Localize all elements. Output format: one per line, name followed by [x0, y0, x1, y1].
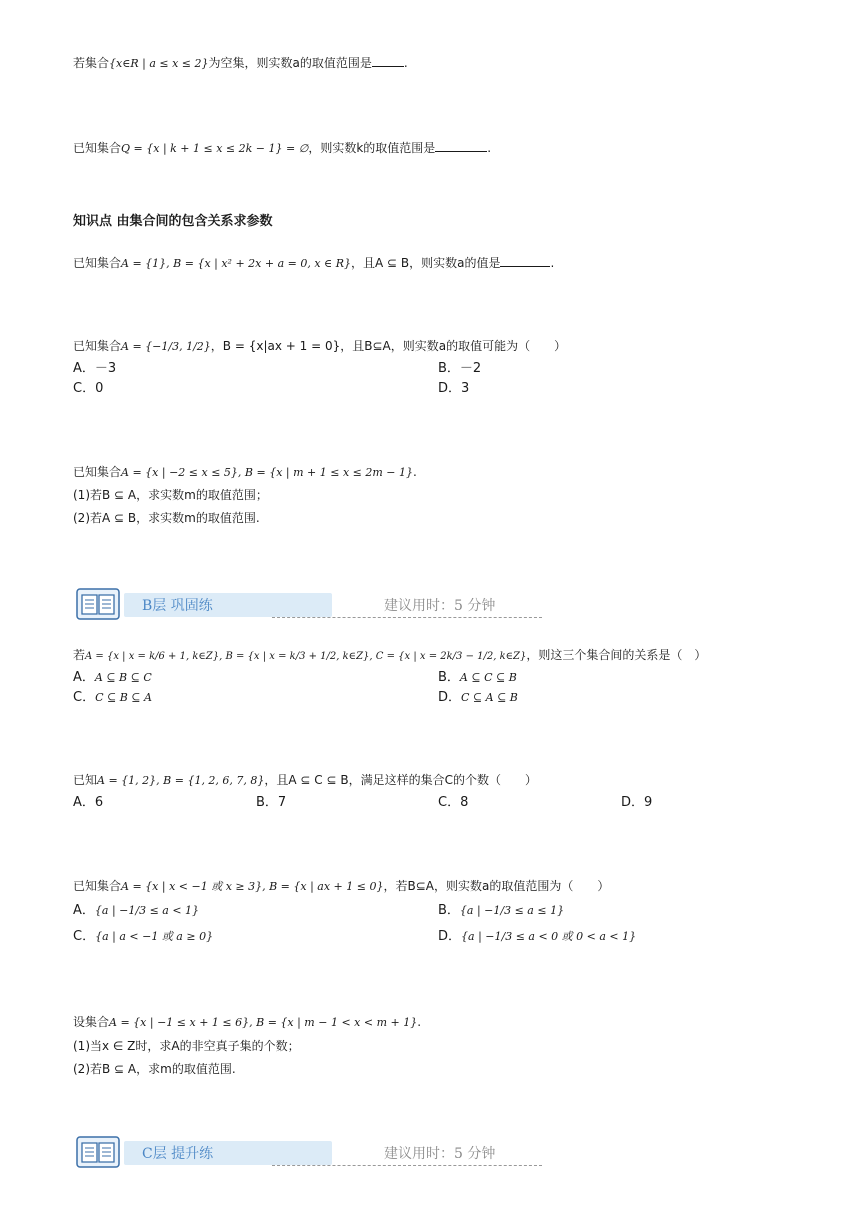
- q7-option-d[interactable]: D．9: [621, 795, 653, 810]
- question-2: [73, 139, 491, 157]
- q6-math: A = {x | x = k/6 + 1, k∈Z}, B = {x | x = k/3 + 1/2, k∈Z}, C = {x | x = 2k/3 − 1/2, k∈Z}: [85, 651, 527, 662]
- section-heading: 知识点 由集合间的包含关系求参数: [73, 214, 273, 229]
- q1-end: .: [403, 56, 408, 70]
- q1-prefix: 若集合: [73, 56, 110, 70]
- book-icon: [76, 1136, 120, 1168]
- q6-option-c[interactable]: C．C ⊆ B ⊆ A: [73, 690, 152, 705]
- q6-option-b-text: A ⊆ C ⊆ B: [459, 671, 517, 684]
- q1-answer-blank[interactable]: [372, 54, 404, 67]
- q6-option-d-text: C ⊆ A ⊆ B: [461, 691, 518, 704]
- q9-prefix: 设集合: [73, 1015, 110, 1029]
- q2-math: Q = {x | k + 1 ≤ x ≤ 2k − 1} = ∅: [121, 142, 309, 155]
- q4-prefix: 已知集合: [73, 339, 122, 353]
- level-b-divider: [272, 617, 542, 618]
- q8-math: A = {x | x < −1 或 x ≥ 3}, B = {x | ax + 1 ≤ 0}: [121, 880, 384, 893]
- q6-option-a[interactable]: A．A ⊆ B ⊆ C: [73, 670, 152, 685]
- q8-option-d[interactable]: D．{a | −1/3 ≤ a < 0 或 0 < a < 1}: [438, 929, 637, 944]
- q4-text: ，B = {x|ax + 1 = 0}，且B⊆A，则实数a的取值可能为（ ）: [210, 339, 567, 353]
- q2-answer-blank[interactable]: [435, 139, 487, 152]
- q2-prefix: 已知集合: [73, 141, 122, 155]
- q8-prefix: 已知集合: [73, 879, 122, 893]
- q4-option-d[interactable]: D．3: [438, 381, 470, 396]
- q4-option-b[interactable]: B．－2: [438, 361, 482, 376]
- question-8: [73, 878, 609, 895]
- q3-prefix: 已知集合: [73, 256, 122, 270]
- q8-option-a[interactable]: A．{a | −1/3 ≤ a < 1}: [73, 903, 200, 918]
- q6-prefix: 若: [73, 648, 86, 662]
- level-b-time: 建议用时：5 分钟: [384, 598, 496, 614]
- q5-math: A = {x | −2 ≤ x ≤ 5}, B = {x | m + 1 ≤ x ≤ 2m − 1}: [121, 466, 413, 479]
- level-c-divider: [272, 1165, 542, 1166]
- level-c-time: 建议用时：5 分钟: [384, 1146, 496, 1162]
- question-7: [73, 772, 537, 789]
- q5-part-2: (2)若A ⊆ B，求实数m的取值范围.: [73, 511, 260, 525]
- q6-option-c-text: C ⊆ B ⊆ A: [95, 691, 152, 704]
- level-b-banner: [76, 588, 546, 622]
- q5-prefix: 已知集合: [73, 465, 122, 479]
- level-c-banner: [76, 1136, 546, 1170]
- q9-part-2: (2)若B ⊆ A，求m的取值范围.: [73, 1062, 236, 1076]
- q2-end: .: [487, 141, 492, 155]
- q8-option-c-text: {a | a < −1 或 a ≥ 0}: [95, 930, 214, 943]
- book-icon: [76, 588, 120, 620]
- q7-text: ，且A ⊆ C ⊆ B，满足这样的集合C的个数（ ）: [264, 773, 537, 787]
- q5-end: .: [413, 465, 417, 479]
- q1-math: {x∈R | a ≤ x ≤ 2}: [109, 57, 209, 70]
- q6-text: ，则这三个集合间的关系是（ ）: [526, 648, 707, 662]
- q4-option-c[interactable]: C．0: [73, 381, 104, 396]
- q8-option-d-text: {a | −1/3 ≤ a < 0 或 0 < a < 1}: [461, 930, 637, 943]
- question-6: [73, 647, 706, 665]
- question-3: [73, 254, 554, 272]
- q6-option-b[interactable]: B．A ⊆ C ⊆ B: [438, 670, 517, 685]
- q9-math: A = {x | −1 ≤ x + 1 ≤ 6}, B = {x | m − 1 < x < m + 1}: [109, 1016, 418, 1029]
- q7-option-a[interactable]: A．6: [73, 795, 104, 810]
- level-b-label: B层 巩固练: [142, 598, 213, 614]
- q8-option-b[interactable]: B．{a | −1/3 ≤ a ≤ 1}: [438, 903, 565, 918]
- q3-text: ，且A ⊆ B，则实数a的值是: [350, 256, 501, 270]
- q9-part-1: (1)当x ∈ Z时，求A的非空真子集的个数；: [73, 1039, 300, 1053]
- q5-part-1: (1)若B ⊆ A，求实数m的取值范围；: [73, 488, 268, 502]
- q3-end: .: [550, 256, 555, 270]
- q6-option-a-text: A ⊆ B ⊆ C: [94, 671, 152, 684]
- q1-text: 为空集，则实数a的取值范围是: [208, 56, 372, 70]
- q3-math: A = {1}, B = {x | x² + 2x + a = 0, x ∈ R}: [121, 257, 351, 270]
- q9-end: .: [417, 1015, 422, 1029]
- q4-math: A = {−1/3, 1/2}: [121, 340, 211, 353]
- q8-option-c[interactable]: C．{a | a < −1 或 a ≥ 0}: [73, 929, 214, 944]
- q7-option-c[interactable]: C．8: [438, 795, 469, 810]
- q3-answer-blank[interactable]: [500, 254, 550, 267]
- question-1: [73, 54, 408, 72]
- q8-option-b-text: {a | −1/3 ≤ a ≤ 1}: [459, 904, 565, 917]
- question-9: [73, 1014, 421, 1031]
- q7-prefix: 已知: [73, 773, 98, 787]
- q4-option-a[interactable]: A．－3: [73, 361, 117, 376]
- q8-option-a-text: {a | −1/3 ≤ a < 1}: [94, 904, 200, 917]
- q8-text: ，若B⊆A，则实数a的取值范围为（ ）: [383, 879, 610, 893]
- q7-math: A = {1, 2}, B = {1, 2, 6, 7, 8}: [97, 774, 265, 787]
- question-4: [73, 338, 566, 355]
- q6-option-d[interactable]: D．C ⊆ A ⊆ B: [438, 690, 518, 705]
- level-c-label: C层 提升练: [142, 1146, 214, 1162]
- q7-option-b[interactable]: B．7: [256, 795, 287, 810]
- question-5: [73, 464, 417, 481]
- q2-text: ，则实数k的取值范围是: [308, 141, 436, 155]
